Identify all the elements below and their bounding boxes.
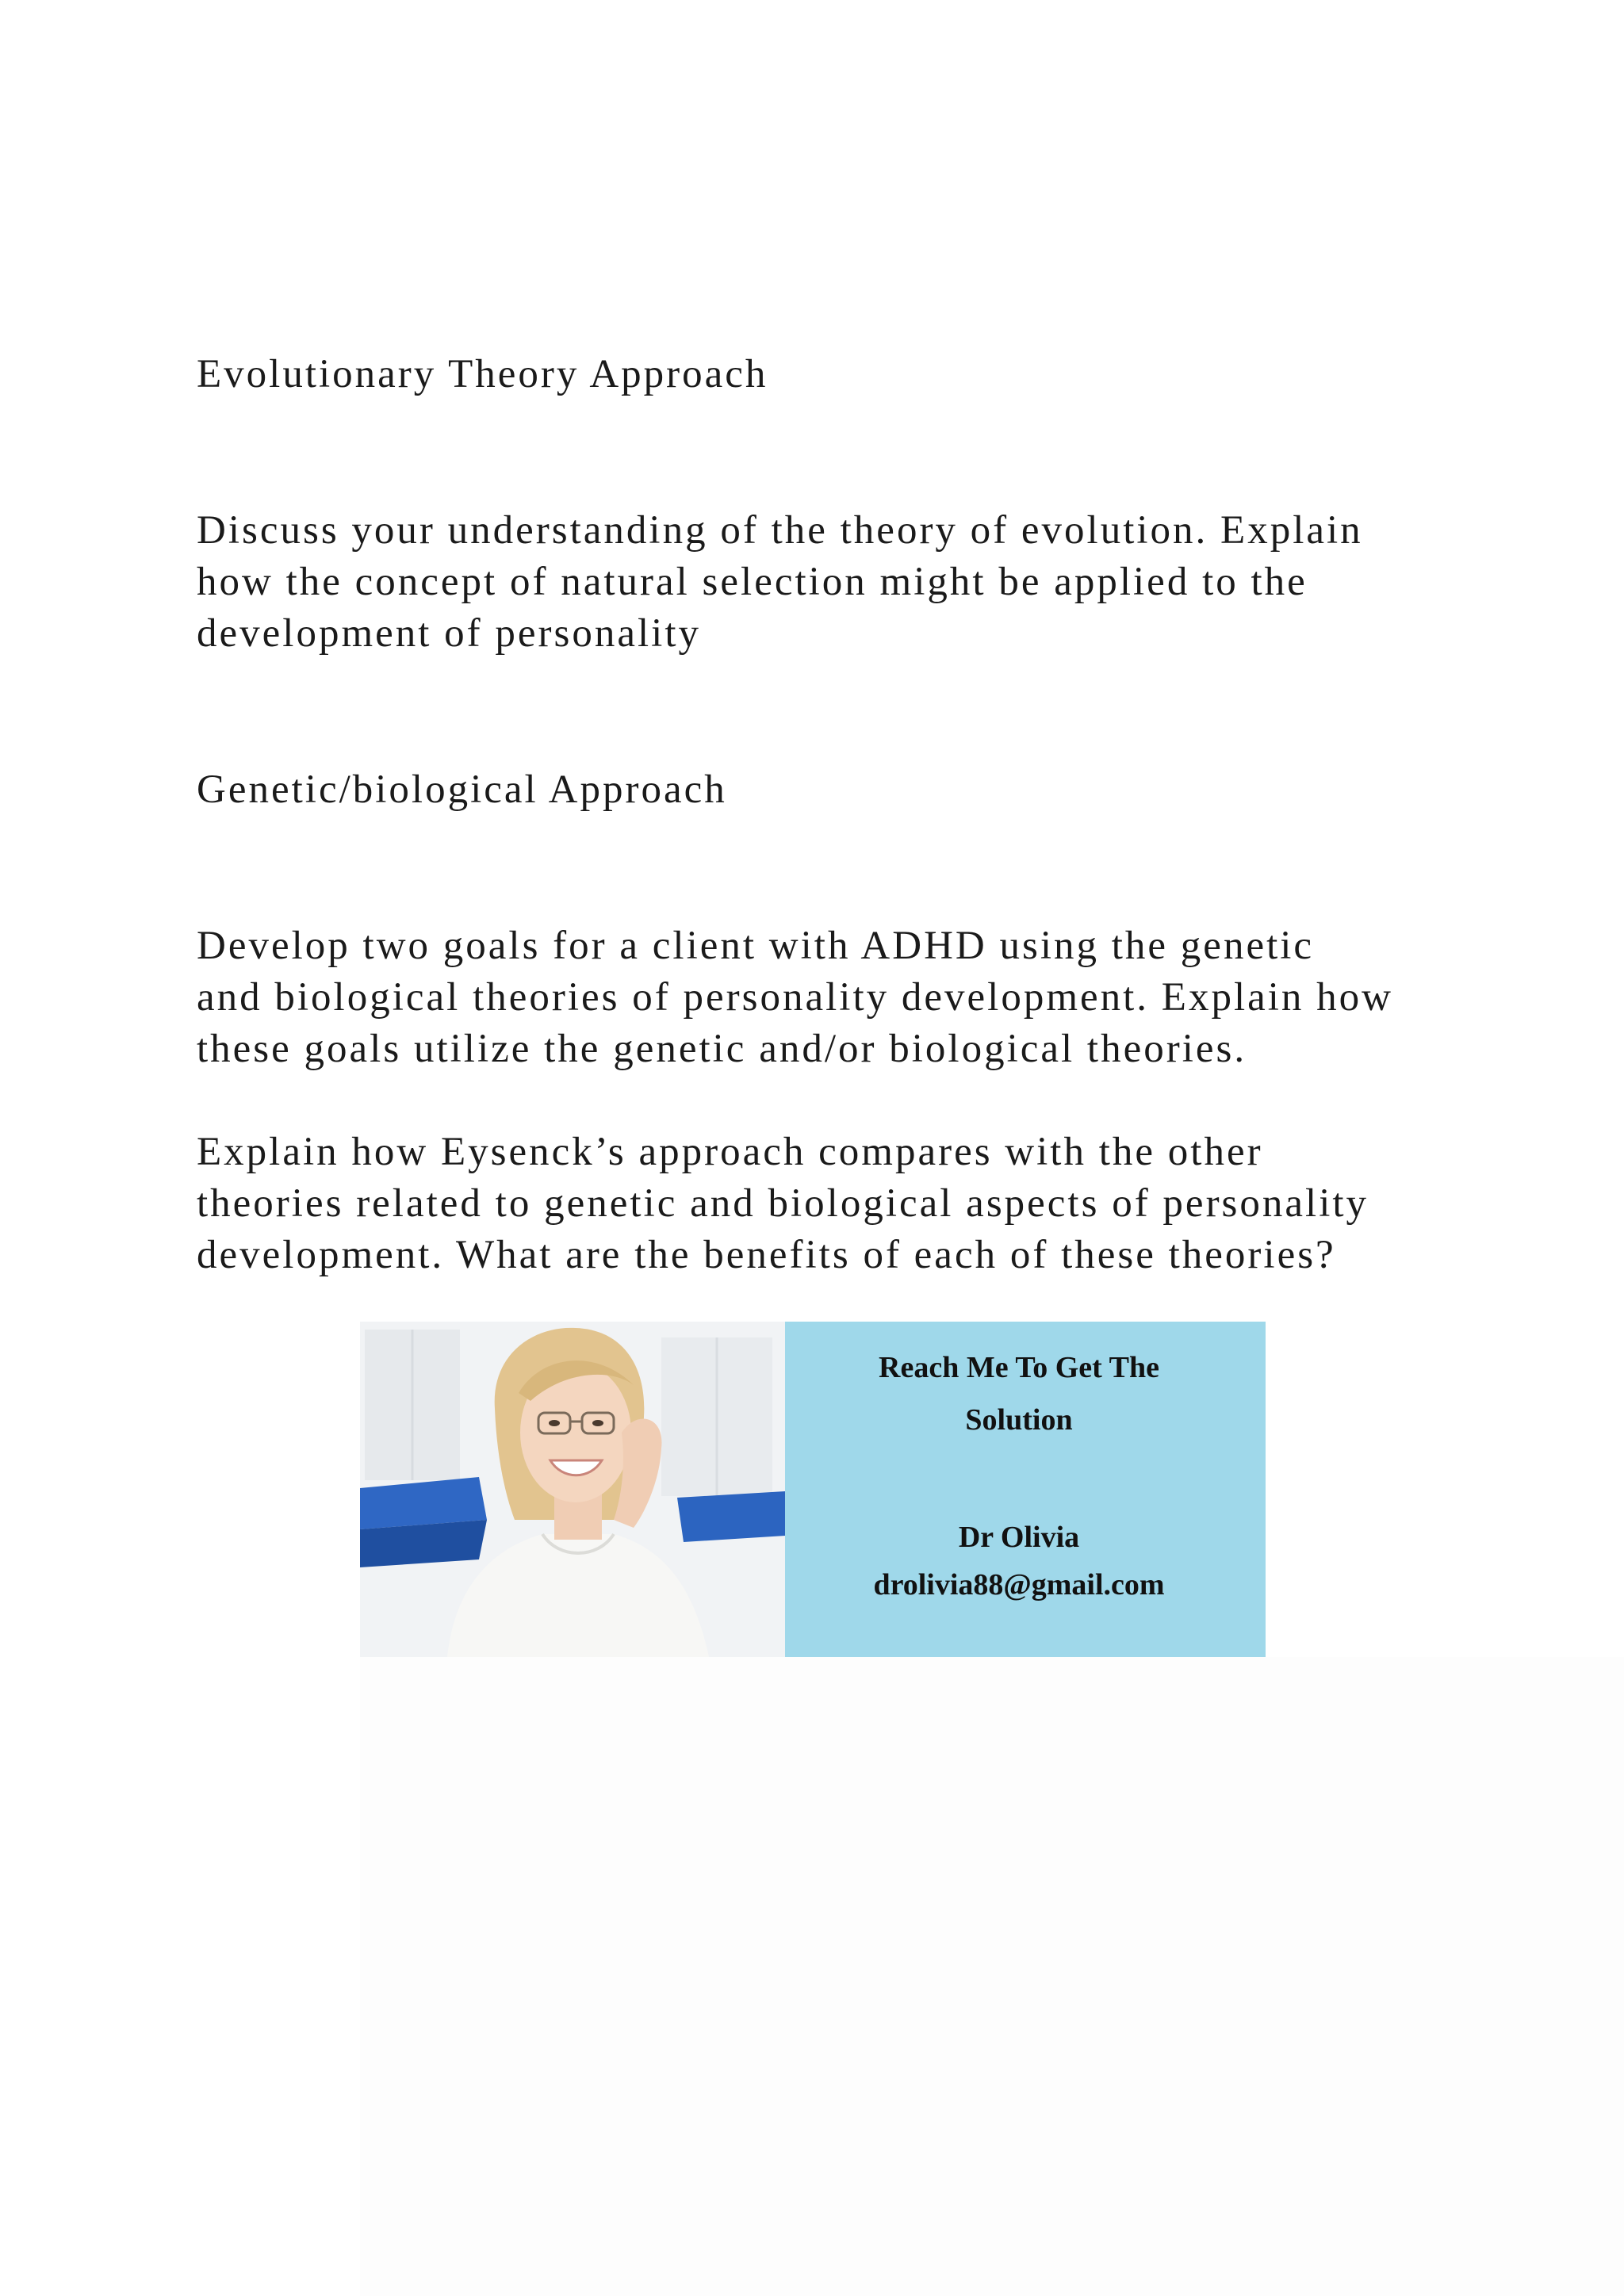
contact-card: [785, 1322, 1266, 1657]
section-paragraph-eysenck: [197, 1127, 1465, 1281]
section-heading-evolutionary: Evolutionary Theory Approach: [197, 352, 768, 396]
section-paragraph-evolutionary: [197, 505, 1465, 660]
contact-email: drolivia88@gmail.com: [873, 1568, 1165, 1601]
blank-region: [360, 1657, 1624, 2296]
paragraph-line: development. What are the benefits of each of these theories?: [197, 1233, 1336, 1277]
section-heading-genetic: Genetic/biological Approach: [197, 767, 727, 812]
cta-text-line-2: Solution: [965, 1403, 1073, 1437]
paragraph-line: Develop two goals for a client with ADHD using the genetic: [197, 924, 1315, 968]
paragraph-line: how the concept of natural selection might be applied to the: [197, 560, 1308, 604]
woman-portrait-illustration: [360, 1322, 785, 1657]
paragraph-line: Discuss your understanding of the theory of evolution. Explain: [197, 508, 1363, 553]
cta-text-line-1: Reach Me To Get The: [879, 1351, 1159, 1384]
section-paragraph-genetic-goals: [197, 920, 1465, 1075]
paragraph-line: these goals utilize the genetic and/or biological theories.: [197, 1027, 1247, 1071]
paragraph-line: development of personality: [197, 611, 702, 656]
paragraph-line: theories related to genetic and biological aspects of personality: [197, 1181, 1369, 1226]
paragraph-line: Explain how Eysenck’s approach compares with the other: [197, 1130, 1263, 1174]
contact-banner: [360, 1322, 1266, 1657]
contact-name: Dr Olivia: [958, 1521, 1080, 1554]
paragraph-line: and biological theories of personality development. Explain how: [197, 975, 1393, 1020]
portrait-photo: [360, 1322, 785, 1657]
